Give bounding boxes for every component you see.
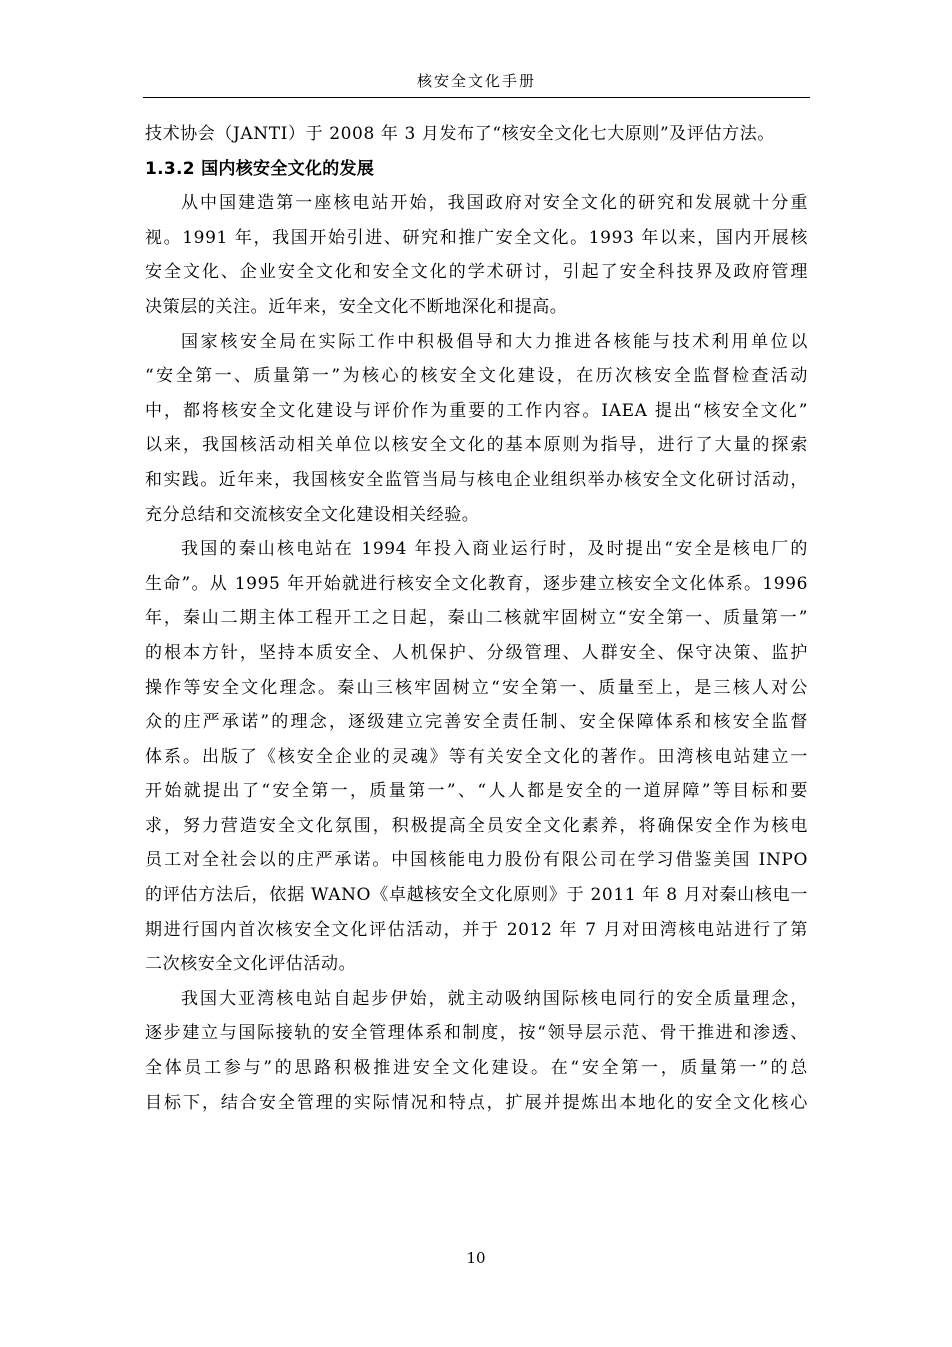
paragraph-line: 年，秦山二期主体工程开工之日起，秦山二核就牢固树立“安全第一、质量第一” — [145, 608, 808, 629]
body-text — [145, 117, 808, 1120]
paragraph-line: 目标下，结合安全管理的实际情况和特点，扩展并提炼出本地化的安全文化核心 — [145, 1092, 808, 1113]
paragraph-1 — [145, 186, 808, 324]
paragraph-line: 和实践。近年来，我国核安全监管当局与核电企业组织举办核安全文化研讨活动， — [145, 469, 808, 490]
paragraph-line: 视。1991 年，我国开始引进、研究和推广安全文化。1993 年以来，国内开展核 — [145, 227, 808, 248]
paragraph-line: 国家核安全局在实际工作中积极倡导和大力推进各核能与技术利用单位以 — [181, 331, 808, 352]
header-rule — [143, 97, 810, 98]
paragraph-line: 从中国建造第一座核电站开始，我国政府对安全文化的研究和发展就十分重 — [181, 193, 808, 214]
paragraph-line: 以来，我国核活动相关单位以核安全文化的基本原则为指导，进行了大量的探索 — [145, 435, 808, 456]
paragraph-line: “安全第一、质量第一”为核心的核安全文化建设，在历次核安全监督检查活动 — [145, 366, 808, 387]
paragraph-line: 求，努力营造安全文化氛围，积极提高全员安全文化素养，将确保安全作为核电 — [145, 815, 808, 836]
section-heading: 1.3.2 国内核安全文化的发展 — [145, 158, 375, 179]
paragraph-line: 众的庄严承诺”的理念，逐级建立完善安全责任制、安全保障体系和核安全监督 — [145, 712, 808, 733]
paragraph-line: 生命”。从 1995 年开始就进行核安全文化教育，逐步建立核安全文化体系。1996 — [145, 573, 808, 594]
paragraph-line: 决策层的关注。近年来，安全文化不断地深化和提高。 — [145, 296, 568, 317]
paragraph-line: 中，都将核安全文化建设与评价作为重要的工作内容。IAEA 提出“核安全文化” — [145, 400, 808, 421]
paragraph-line: 体系。出版了《核安全企业的灵魂》等有关安全文化的著作。田湾核电站建立一 — [145, 746, 808, 767]
paragraph-line: 充分总结和交流核安全文化建设相关经验。 — [145, 504, 480, 525]
paragraph-line: 期进行国内首次核安全文化评估活动，并于 2012 年 7 月对田湾核电站进行了第 — [145, 919, 808, 940]
paragraph-3 — [145, 532, 808, 982]
paragraph-line: 安全文化、企业安全文化和安全文化的学术研讨，引起了安全科技界及政府管理 — [145, 262, 808, 283]
paragraph-line: 全体员工参与”的思路积极推进安全文化建设。在“安全第一，质量第一”的总 — [145, 1058, 808, 1079]
paragraph-4 — [145, 982, 808, 1120]
paragraph-line: 逐步建立与国际接轨的安全管理体系和制度，按“领导层示范、骨干推进和渗透、 — [145, 1023, 808, 1044]
paragraph-line: 二次核安全文化评估活动。 — [145, 954, 357, 975]
running-header: 核安全文化手册 — [416, 72, 536, 90]
paragraph-line: 的评估方法后，依据 WANO《卓越核安全文化原则》于 2011 年 8 月对秦山核电一 — [145, 885, 808, 906]
paragraph-line: 的根本方针，坚持本质安全、人机保护、分级管理、人群安全、保守决策、监护 — [145, 642, 808, 663]
paragraph-line: 员工对全社会以的庄严承诺。中国核能电力股份有限公司在学习借鉴美国 INPO — [145, 850, 808, 871]
paragraph-line: 我国大亚湾核电站自起步伊始，就主动吸纳国际核电同行的安全质量理念， — [181, 988, 808, 1009]
intro-line: 技术协会（JANTI）于 2008 年 3 月发布了“核安全文化七大原则”及评估方法。 — [145, 124, 775, 144]
paragraph-line: 开始就提出了“安全第一，质量第一”、“人人都是安全的一道屏障”等目标和要 — [145, 781, 808, 802]
paragraph-line: 我国的秦山核电站在 1994 年投入商业运行时，及时提出“安全是核电厂的 — [181, 539, 808, 560]
page-number: 10 — [466, 1249, 486, 1267]
paragraph-line: 操作等安全文化理念。秦山三核牢固树立“安全第一、质量至上，是三核人对公 — [145, 677, 808, 698]
paragraph-2 — [145, 325, 808, 533]
